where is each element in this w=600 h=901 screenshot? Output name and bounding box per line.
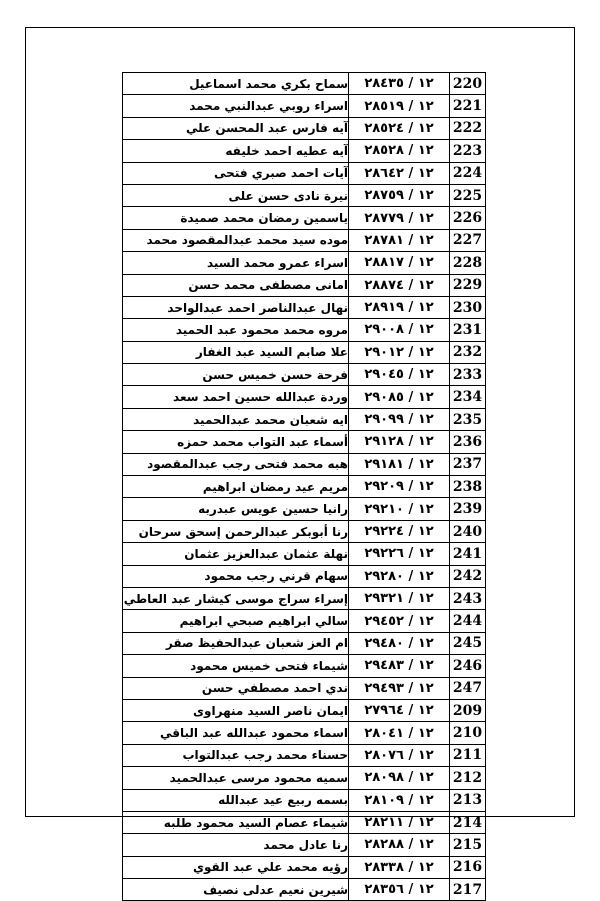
- name-cell: آيه عطيه احمد خليفه: [123, 140, 349, 162]
- name-cell: سماح بكري محمد اسماعيل: [123, 73, 349, 95]
- code-cell: ١٢ / ٢٨١٠٩: [349, 789, 450, 811]
- code-cell: ١٢ / ٢٨٧٥٩: [349, 184, 450, 206]
- name-cell: شيرين نعيم عدلى نصيف: [123, 879, 349, 901]
- number-cell: 226: [450, 207, 486, 229]
- number-cell: 247: [450, 677, 486, 699]
- name-cell: شيماء عصام السيد محمود طلبه: [123, 811, 349, 833]
- table-row: [123, 476, 486, 498]
- number-cell: 220: [450, 73, 486, 95]
- number-cell: 216: [450, 856, 486, 878]
- code-cell: ١٢ / ٢٨٧٧٩: [349, 207, 450, 229]
- number-cell: 215: [450, 834, 486, 856]
- table-row: [123, 699, 486, 721]
- table-row: [123, 856, 486, 878]
- name-cell: رانيا حسين عويس عبدربه: [123, 498, 349, 520]
- table-row: [123, 565, 486, 587]
- number-cell: 246: [450, 655, 486, 677]
- table-row: [123, 453, 486, 475]
- name-cell: آيات احمد صبري فتحى: [123, 162, 349, 184]
- table-row: [123, 520, 486, 542]
- name-cell: نيرة نادى حسن على: [123, 184, 349, 206]
- name-cell: هبه محمد فتحى رجب عبدالمقصود: [123, 453, 349, 475]
- name-cell: سميه محمود مرسى عبدالحميد: [123, 767, 349, 789]
- code-cell: ١٢ / ٢٧٩٦٤: [349, 699, 450, 721]
- name-cell: ياسمين رمضان محمد صميدة: [123, 207, 349, 229]
- code-cell: ١٢ / ٢٨٩١٩: [349, 296, 450, 318]
- code-cell: ١٢ / ٢٨٣٥٦: [349, 879, 450, 901]
- code-cell: ١٢ / ٢٨٣٣٨: [349, 856, 450, 878]
- number-cell: 211: [450, 744, 486, 766]
- code-cell: ١٢ / ٢٨٥١٩: [349, 95, 450, 117]
- code-cell: ١٢ / ٢٩٤٥٢: [349, 610, 450, 632]
- table-row: [123, 431, 486, 453]
- name-cell: علا صابم السيد عبد الغفار: [123, 341, 349, 363]
- name-cell: ندي احمد مصطفي حسن: [123, 677, 349, 699]
- table-row: [123, 162, 486, 184]
- name-cell: ايه شعبان محمد عبدالحميد: [123, 408, 349, 430]
- number-cell: 234: [450, 386, 486, 408]
- name-cell: شيماء فتحى خميس محمود: [123, 655, 349, 677]
- code-cell: ١٢ / ٢٨٧٨١: [349, 229, 450, 251]
- number-cell: 244: [450, 610, 486, 632]
- table-row: [123, 319, 486, 341]
- table-row: [123, 632, 486, 654]
- number-cell: 245: [450, 632, 486, 654]
- table-row: [123, 744, 486, 766]
- table-row: [123, 207, 486, 229]
- table-row: [123, 95, 486, 117]
- number-cell: 235: [450, 408, 486, 430]
- code-cell: ١٢ / ٢٩٤٨٣: [349, 655, 450, 677]
- code-cell: ١٢ / ٢٨٢٨٨: [349, 834, 450, 856]
- code-cell: ١٢ / ٢٨٤٣٥: [349, 73, 450, 95]
- table-row: [123, 117, 486, 139]
- table-row: [123, 364, 486, 386]
- name-cell: امانى مصطفى محمد حسن: [123, 274, 349, 296]
- code-cell: ١٢ / ٢٨٠٤١: [349, 722, 450, 744]
- table-row: [123, 296, 486, 318]
- code-cell: ١٢ / ٢٨٠٩٨: [349, 767, 450, 789]
- number-cell: 209: [450, 699, 486, 721]
- table-row: [123, 543, 486, 565]
- number-cell: 227: [450, 229, 486, 251]
- table-row: [123, 73, 486, 95]
- table-row: [123, 811, 486, 833]
- name-cell: سهام قرني رجب محمود: [123, 565, 349, 587]
- code-cell: ١٢ / ٢٩٠٩٩: [349, 408, 450, 430]
- number-cell: 212: [450, 767, 486, 789]
- name-cell: اسراء روبي عبدالنبي محمد: [123, 95, 349, 117]
- name-cell: رؤيه محمد علي عبد القوي: [123, 856, 349, 878]
- table-row: [123, 229, 486, 251]
- number-cell: 228: [450, 252, 486, 274]
- table-row: [123, 610, 486, 632]
- code-cell: ١٢ / ٢٩٠٠٨: [349, 319, 450, 341]
- code-cell: ١٢ / ٢٨٦٤٢: [349, 162, 450, 184]
- name-cell: رنا عادل محمد: [123, 834, 349, 856]
- name-cell: إسراء سراج موسى كيشار عبد العاطي: [123, 587, 349, 609]
- names-table: [122, 72, 486, 901]
- table-row: [123, 834, 486, 856]
- name-cell: رنا أبوبكر عبدالرحمن إسحق سرحان: [123, 520, 349, 542]
- code-cell: ١٢ / ٢٩٣٢١: [349, 587, 450, 609]
- number-cell: 239: [450, 498, 486, 520]
- number-cell: 231: [450, 319, 486, 341]
- code-cell: ١٢ / ٢٩٢١٠: [349, 498, 450, 520]
- name-cell: موده سيد محمد عبدالمقصود محمد: [123, 229, 349, 251]
- code-cell: ١٢ / ٢٨٥٢٨: [349, 140, 450, 162]
- name-cell: ايمان ناصر السيد منهراوى: [123, 699, 349, 721]
- number-cell: 223: [450, 140, 486, 162]
- table-row: [123, 722, 486, 744]
- table-row: [123, 184, 486, 206]
- code-cell: ١٢ / ٢٩٢٢٤: [349, 520, 450, 542]
- code-cell: ١٢ / ٢٩١٨١: [349, 453, 450, 475]
- name-cell: فرحة حسن خميس حسن: [123, 364, 349, 386]
- name-cell: آيه فارس عبد المحسن علي: [123, 117, 349, 139]
- table-row: [123, 498, 486, 520]
- name-cell: بسمه ربيع عيد عبدالله: [123, 789, 349, 811]
- table-row: [123, 655, 486, 677]
- table-row: [123, 408, 486, 430]
- table-row: [123, 587, 486, 609]
- code-cell: ١٢ / ٢٩٠١٢: [349, 341, 450, 363]
- table-row: [123, 677, 486, 699]
- number-cell: 237: [450, 453, 486, 475]
- code-cell: ١٢ / ٢٩٢٢٦: [349, 543, 450, 565]
- name-cell: اسماء محمود عبدالله عبد الباقي: [123, 722, 349, 744]
- number-cell: 241: [450, 543, 486, 565]
- name-cell: حسناء محمد رجب عبدالتواب: [123, 744, 349, 766]
- number-cell: 232: [450, 341, 486, 363]
- number-cell: 229: [450, 274, 486, 296]
- table-row: [123, 140, 486, 162]
- table-row: [123, 879, 486, 901]
- number-cell: 217: [450, 879, 486, 901]
- number-cell: 240: [450, 520, 486, 542]
- number-cell: 221: [450, 95, 486, 117]
- name-cell: نهلة عثمان عبدالعزيز عثمان: [123, 543, 349, 565]
- name-cell: أسماء عبد التواب محمد حمزه: [123, 431, 349, 453]
- code-cell: ١٢ / ٢٨٠٧٦: [349, 744, 450, 766]
- names-table-body: [123, 73, 486, 901]
- code-cell: ١٢ / ٢٩٢٠٩: [349, 476, 450, 498]
- code-cell: ١٢ / ٢٩٠٤٥: [349, 364, 450, 386]
- code-cell: ١٢ / ٢٨٥٢٤: [349, 117, 450, 139]
- table-row: [123, 789, 486, 811]
- number-cell: 224: [450, 162, 486, 184]
- number-cell: 243: [450, 587, 486, 609]
- number-cell: 213: [450, 789, 486, 811]
- name-cell: اسراء عمرو محمد السيد: [123, 252, 349, 274]
- table-row: [123, 252, 486, 274]
- code-cell: ١٢ / ٢٨٨٧٤: [349, 274, 450, 296]
- name-cell: ام العز شعبان عبدالحفيظ صقر: [123, 632, 349, 654]
- code-cell: ١٢ / ٢٩٤٨٠: [349, 632, 450, 654]
- name-cell: سالي ابراهيم صبحي ابراهيم: [123, 610, 349, 632]
- code-cell: ١٢ / ٢٨٢١١: [349, 811, 450, 833]
- code-cell: ١٢ / ٢٨٨١٧: [349, 252, 450, 274]
- name-cell: نهال عبدالناصر احمد عبدالواحد: [123, 296, 349, 318]
- number-cell: 230: [450, 296, 486, 318]
- code-cell: ١٢ / ٢٩١٢٨: [349, 431, 450, 453]
- number-cell: 238: [450, 476, 486, 498]
- number-cell: 210: [450, 722, 486, 744]
- table-row: [123, 767, 486, 789]
- number-cell: 242: [450, 565, 486, 587]
- name-cell: مريم عيد رمضان ابراهيم: [123, 476, 349, 498]
- number-cell: 222: [450, 117, 486, 139]
- number-cell: 225: [450, 184, 486, 206]
- name-cell: وردة عبدالله حسين احمد سعد: [123, 386, 349, 408]
- code-cell: ١٢ / ٢٩٠٨٥: [349, 386, 450, 408]
- table-row: [123, 386, 486, 408]
- number-cell: 214: [450, 811, 486, 833]
- number-cell: 233: [450, 364, 486, 386]
- number-cell: 236: [450, 431, 486, 453]
- code-cell: ١٢ / ٢٩٤٩٣: [349, 677, 450, 699]
- name-cell: مروه محمد محمود عبد الحميد: [123, 319, 349, 341]
- table-row: [123, 341, 486, 363]
- table-row: [123, 274, 486, 296]
- code-cell: ١٢ / ٢٩٢٨٠: [349, 565, 450, 587]
